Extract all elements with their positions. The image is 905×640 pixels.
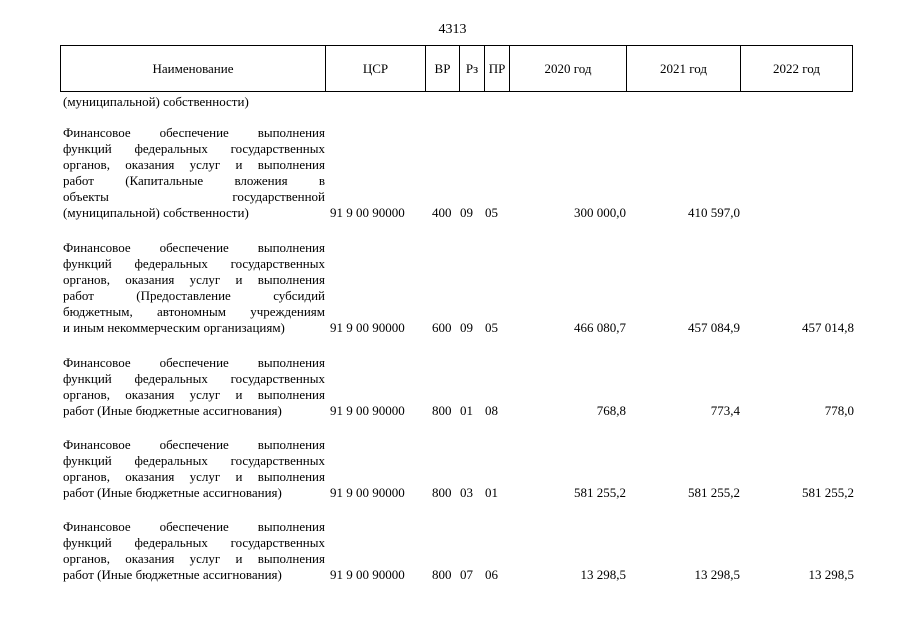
- row-y2021: 581 255,2: [688, 485, 740, 500]
- header-rz: Рз: [460, 46, 485, 91]
- header-name: Наименование: [61, 46, 326, 91]
- row-vr: 800: [432, 485, 452, 500]
- row-name: [63, 355, 325, 419]
- header-2020: 2020 год: [510, 46, 627, 91]
- row-name: [63, 125, 325, 221]
- row-csr: 91 9 00 90000: [330, 205, 405, 220]
- row-y2021: 773,4: [710, 403, 740, 418]
- header-vr: ВР: [426, 46, 460, 91]
- row-pr: 06: [485, 567, 498, 582]
- row-name-line: Финансовое обеспечение выполнения: [63, 240, 325, 255]
- row-name: [63, 437, 325, 501]
- row-pr: 05: [485, 205, 498, 220]
- row-name-line: органов, оказания услуг и выполнения: [63, 387, 325, 402]
- row-name-line: работ (Иные бюджетные ассигнования): [63, 485, 282, 500]
- row-vr: 800: [432, 567, 452, 582]
- row-rz: 09: [460, 320, 473, 335]
- row-name-line: Финансовое обеспечение выполнения: [63, 437, 325, 452]
- row-rz: 01: [460, 403, 473, 418]
- row-pr: 05: [485, 320, 498, 335]
- header-pr: ПР: [485, 46, 510, 91]
- row-name-line: органов, оказания услуг и выполнения: [63, 157, 325, 172]
- row-name-line: органов, оказания услуг и выполнения: [63, 469, 325, 484]
- header-2021: 2021 год: [627, 46, 741, 91]
- row-y2021: 13 298,5: [694, 567, 740, 582]
- page-number: 4313: [438, 22, 467, 37]
- row-y2021: 410 597,0: [688, 205, 740, 220]
- row-name-line: работ (Иные бюджетные ассигнования): [63, 567, 282, 582]
- row-name-line: Финансовое обеспечение выполнения: [63, 519, 325, 534]
- row-rz: 03: [460, 485, 473, 500]
- row-name-line: функций федеральных государственных: [63, 371, 325, 386]
- row-rz: 09: [460, 205, 473, 220]
- row-name-line: объекты государственной: [63, 189, 325, 204]
- row-y2020: 768,8: [596, 403, 626, 418]
- row-name: [63, 240, 325, 336]
- row-y2020: 13 298,5: [580, 567, 626, 582]
- row-name-line: органов, оказания услуг и выполнения: [63, 551, 325, 566]
- row-name-line: Финансовое обеспечение выполнения: [63, 125, 325, 140]
- row-name-line: и иным некоммерческим организациям): [63, 320, 285, 335]
- row-name-line: органов, оказания услуг и выполнения: [63, 272, 325, 287]
- table-header: [60, 45, 853, 92]
- row-y2022: 457 014,8: [802, 320, 854, 335]
- row-name-line: бюджетным, автономным учреждениям: [63, 304, 325, 319]
- row-name-line: Финансовое обеспечение выполнения: [63, 355, 325, 370]
- row-y2021: 457 084,9: [688, 320, 740, 335]
- row-name-line: работ (Капитальные вложения в: [63, 173, 325, 188]
- carry-over-text: (муниципальной) собственности): [63, 94, 249, 109]
- row-rz: 07: [460, 567, 473, 582]
- header-2022: 2022 год: [773, 61, 820, 76]
- row-csr: 91 9 00 90000: [330, 567, 405, 582]
- row-name-line: функций федеральных государственных: [63, 141, 325, 156]
- row-vr: 600: [432, 320, 452, 335]
- row-y2020: 300 000,0: [574, 205, 626, 220]
- header-csr: ЦСР: [326, 46, 426, 91]
- row-csr: 91 9 00 90000: [330, 320, 405, 335]
- row-name-line: функций федеральных государственных: [63, 453, 325, 468]
- row-pr: 08: [485, 403, 498, 418]
- row-vr: 400: [432, 205, 452, 220]
- row-name-line: функций федеральных государственных: [63, 256, 325, 271]
- row-name-line: функций федеральных государственных: [63, 535, 325, 550]
- row-name-line: работ (Иные бюджетные ассигнования): [63, 403, 282, 418]
- row-csr: 91 9 00 90000: [330, 403, 405, 418]
- row-y2022: 581 255,2: [802, 485, 854, 500]
- row-y2020: 581 255,2: [574, 485, 626, 500]
- row-name-line: (муниципальной) собственности): [63, 205, 249, 220]
- row-y2022: 13 298,5: [808, 567, 854, 582]
- row-csr: 91 9 00 90000: [330, 485, 405, 500]
- row-name: [63, 519, 325, 583]
- row-pr: 01: [485, 485, 498, 500]
- row-y2022: 778,0: [824, 403, 854, 418]
- row-vr: 800: [432, 403, 452, 418]
- row-y2020: 466 080,7: [574, 320, 626, 335]
- row-name-line: работ (Предоставление субсидий: [63, 288, 325, 303]
